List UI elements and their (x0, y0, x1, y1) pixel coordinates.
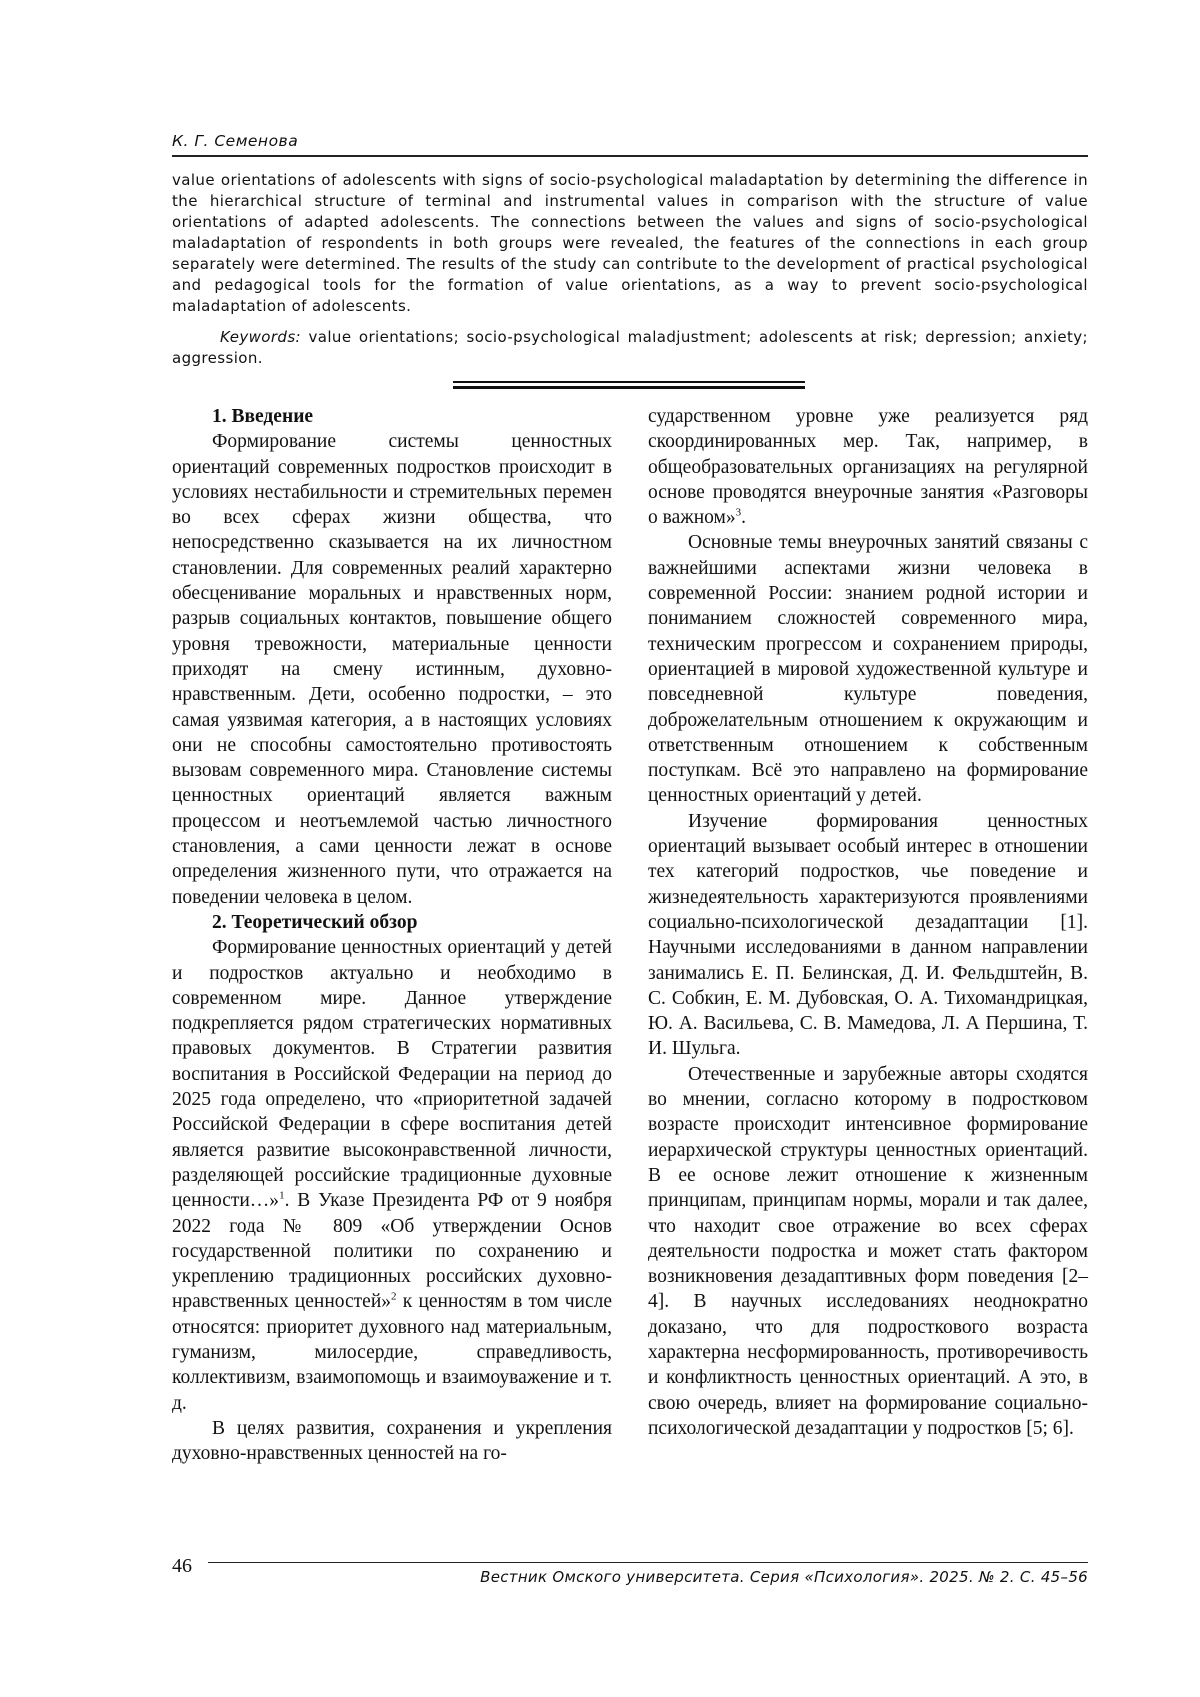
abstract-text: value orientations of adolescents with signs of socio-psychological maladaptation by determining the difference in the hierarchical structure of terminal and instrumental values in comparison with the structure of value orientations of adapted adolescents. The connections between the values and signs of socio-psychological maladaptation of respondents in both groups were revealed, the features of the connections in each group separately were determined. The results of the study can contribute to the development of practical psychological and pedagogical tools for the formation of value orientations, as a way to prevent socio-psychological maladaptation of adolescents. (172, 171, 1088, 315)
running-header-author: К. Г. Семенова (172, 132, 299, 150)
paragraph-text: . В Указе Президента РФ от 9 ноября 2022 года № 809 «Об утверждении Основ государственной политики по сохранению и укреплению традиционных российских духовно-нравственных ценностей» (172, 1190, 612, 1313)
paragraph: Отечественные и зарубежные авторы сходятся во мнении, согласно которому в подростковом возрасте происходит интенсивное формирование иерархической структуры ценностных ориентаций. В ее основе лежит отношение к жизненным принципам, принципам нормы, морали и так далее, что находит свое отражение во всех сферах деятельности подростка и может стать фактором возникновения дезадаптивных форм поведения [2–4]. В научных исследованиях неоднократно доказано, что для подросткового возраста характерна несформированность, противоречивость и конфликтность ценностных ориентаций. А это, в свою очередь, влияет на формирование социально-психологической дезадаптации у подростков [5; 6]. (648, 1063, 1088, 1439)
right-column (648, 404, 1088, 1441)
footer-rule (208, 1562, 1088, 1563)
left-column (172, 404, 612, 1466)
paragraph (648, 404, 1088, 530)
paragraph: В целях развития, сохранения и укрепления духовно-нравственных ценностей на го- (172, 1417, 612, 1465)
paragraph: Формирование системы ценностных ориентаций современных подростков происходит в условиях нестабильности и стремительных перемен во всех сферах жизни общества, что непосредственно сказывается на их личностном становлении. Для современных реалий характерно обесценивание моральных и нравственных норм, разрыв социальных контактов, повышение общего уровня тревожности, материальные ценности приходят на смену истинным, духовно-нравственным. Дети, особенно подростки, – это самая уязвимая категория, а в настоящих условиях они не способны самостоятельно противостоять вызовам современного мира. Становление системы ценностных ориентаций является важным процессом и неотъемлемой частью личностного становления, а сами ценности лежат в основе определения жизненного пути, что отражается на поведении человека в целом. (172, 431, 612, 908)
paragraph-text: . (741, 507, 746, 529)
keywords-label: Keywords: (220, 328, 302, 346)
page-number: 46 (172, 1555, 192, 1577)
paragraph: Основные темы внеурочных занятий связаны с важнейшими аспектами жизни человека в современной России: знанием родной истории и пониманием сложностей современного мира, техническим прогрессом и сохранением природы, ориентацией в мировой художественной культуре и повседневной культуре поведения, доброжелательным отношением к окружающим и ответственным отношением к собственным поступкам. Всё это направлено на формирование ценностных ориентаций у детей. (648, 532, 1088, 807)
section-separator-thin (453, 381, 805, 383)
keywords-text: value orientations; socio-psychological maladjustment; adolescents at risk; depression; anxiety; aggression. (172, 328, 1089, 367)
section-heading-theory: 2. Теоретический обзор (212, 911, 418, 933)
section-heading-introduction: 1. Введение (212, 406, 314, 427)
section-separator-thick (453, 386, 805, 389)
footnote-ref: 2 (391, 1290, 397, 1303)
paragraph-text: Формирование ценностных ориентаций у детей и подростков актуально и необходимо в современном мире. Данное утверждение подкрепляется рядом стратегических нормативных правовых документов. В Стратегии развития воспитания в Российской Федерации на период до 2025 года определено, что «приоритетной задачей Российской Федерации в сфере воспитания детей является развитие высоконравственной личности, разделяющей российские традиционные духовные ценности…» (172, 937, 612, 1212)
footnote-ref: 1 (279, 1189, 285, 1202)
paragraph-text: к ценностям в том числе относятся: приоритет духовного над материальным, гуманизм, милосердие, справедливость, коллективизм, взаимопомощь и взаимоуважение и т. д. (172, 1291, 613, 1414)
paragraph (172, 935, 612, 1416)
keywords (172, 327, 1088, 369)
footnote-ref: 3 (735, 506, 742, 519)
header-rule (172, 155, 1088, 157)
paragraph-text: сударственном уровне уже реализуется ряд скоординированных мер. Так, например, в общеобразовательных организациях на регулярной основе проводятся внеурочные занятия «Разговоры о важном» (648, 406, 1088, 529)
paragraph: Изучение формирования ценностных ориентаций вызывает особый интерес в отношении тех категорий подростков, чье поведение и жизнедеятельность характеризуются проявлениями социально-психологической дезадаптации [1]. Научными исследованиями в данном направлении занимались Е. П. Белинская, Д. И. Фельдштейн, В. С. Собкин, Е. М. Дубовская, О. А. Тихомандрицкая, Ю. А. Васильева, С. В. Мамедова, Л. А Першина, Т. И. Шульга. (648, 810, 1088, 1060)
journal-citation: Вестник Омского университета. Серия «Психология». 2025. № 2. С. 45–56 (480, 1568, 1088, 1586)
